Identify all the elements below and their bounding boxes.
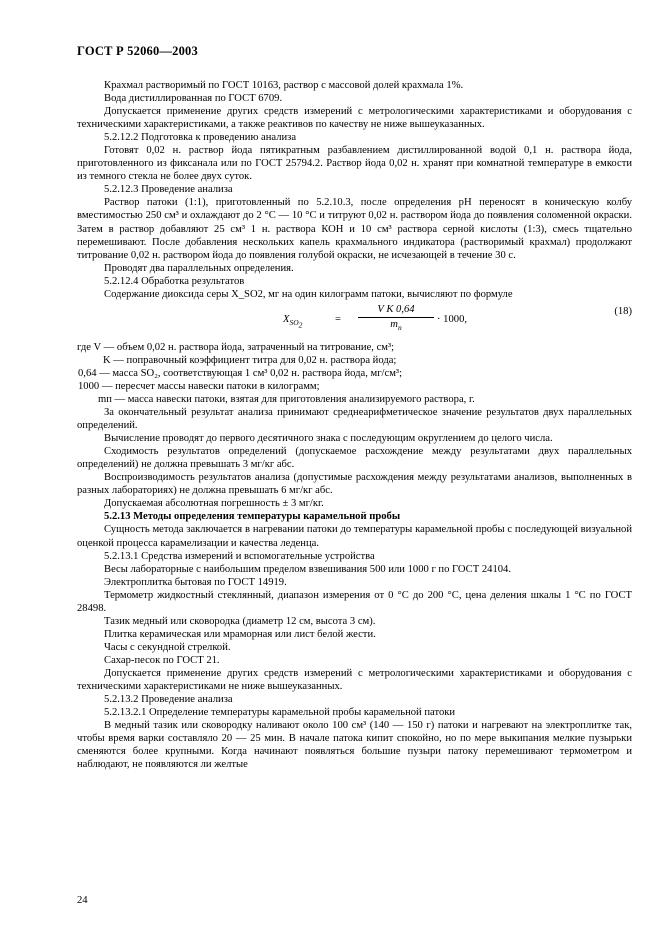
paragraph: Электроплитка бытовая по ГОСТ 14919. [104, 576, 287, 588]
paragraph: Вычисление проводят до первого десятичного знака с последующим округлением до целого числа. [104, 433, 553, 445]
legend-item: 0,64 — масса SO₂, соответствующая 1 см³ 0,02 н. раствора йода, мг/см³; [78, 367, 403, 379]
formula-lhs: $X_{SO_2}$ [283, 313, 303, 330]
paragraph: Сахар-песок по ГОСТ 21. [104, 654, 220, 666]
formula-denominator: $m_п$ [390, 318, 402, 332]
paragraph: Готовят 0,02 н. раствор йода пятикратным разбавлением дистиллированной водой 0,1 н. раствора йода, приготовленного из фиксанала или по ГОСТ 25794.2. Раствор йода 0,02 н. хранят при комнатной температуре в емкости из темного стекла не более двух суток. [77, 145, 632, 183]
subsection-heading: 5.2.12.3 Проведение анализа [104, 184, 233, 196]
paragraph: Крахмал растворимый по ГОСТ 10163, раствор с массовой долей крахмала 1%. [104, 80, 464, 91]
formula-multiplier: · 1000, [437, 313, 468, 325]
subsection-heading: 5.2.13.2.1 Определение температуры карамельной пробы карамельной патоки [104, 707, 456, 719]
paragraph: Допускается применение других средств измерений с метрологическими характеристиками и оборудования с техническими характеристиками не ниже вышеуказанных. [77, 667, 632, 693]
formula-numerator: V K 0,64 [358, 303, 434, 318]
paragraph: Сущность метода заключается в нагревании патоки до температуры карамельной пробы с последующей визуальной оценкой процесса карамелизации и качества леденца. [77, 524, 632, 549]
paragraph: Проводят два параллельных определения. [104, 262, 294, 274]
formula-fraction [358, 303, 434, 331]
subsection-heading: 5.2.13.2 Проведение анализа [104, 694, 233, 706]
legend-item: где V — объем 0,02 н. раствора йода, затраченный на титрование, см³; [77, 341, 395, 353]
legend-item: mп — масса навески патоки, взятая для приготовления анализируемого раствора, г. [98, 393, 475, 405]
subsection-heading: 5.2.13.1 Средства измерений и вспомогательные устройства [104, 550, 375, 562]
paragraph: Весы лабораторные с наибольшим пределом взвешивания 500 или 1000 г по ГОСТ 24104. [104, 563, 512, 575]
paragraph: В медный тазик или сковородку наливают около 100 см³ (140 — 150 г) патоки и нагревают на электроплитке так, чтобы время варки составляло 20 — 25 мин. В начале патока кипит спокойно, но по мере выкипания мелкие пузырьки сменяются более крупными. Когда начинают появляться большие пузыри патоку перемешивают термометром и наблюдают, не появляются ли желтые [77, 720, 632, 771]
document-body [77, 79, 632, 771]
paragraph: Содержание диоксида серы X_SO2, мг на один килограмм патоки, вычисляют по формуле [104, 288, 513, 300]
document-header: ГОСТ Р 52060—2003 [77, 44, 198, 58]
paragraph: Допускается применение других средств измерений с метрологическими характеристиками и оборудования с техническими характеристиками, а также реактивов по качеству не ниже вышеуказанных. [77, 106, 632, 131]
paragraph: Воспроизводимость результатов анализа (допустимые расхождения между результатами анализов, выполненных в разных лабораториях) не должна превышать 6 мг/кг абс. [77, 472, 632, 497]
paragraph: Допускаемая абсолютная погрешность ± 3 мг/кг. [104, 498, 324, 510]
paragraph: Сходимость результатов определений (допускаемое расхождение между результатами двух параллельных определений) не должна превышать 3 мг/кг абс. [77, 446, 632, 471]
paragraph: Раствор патоки (1:1), приготовленный по 5.2.10.3, после определения рН переносят в коническую колбу вместимостью 250 см³ и охлаждают до 2 °С — 10 °С и титруют 0,02 н. раствором йода до появления соломенной окраски. Затем в раствор добавляют 25 см³ 1 н. раствора КОН и 10 см³ раствора серной кислоты (1:3), смесь тщательно перемешивают. После добавления нескольких капель крахмального индикатора (растворимый крахмал) продолжают титрование 0,02 н. раствором йода до появления голубой окраски, не исчезающей в течение 30 с. [77, 197, 632, 261]
paragraph: Вода дистиллированная по ГОСТ 6709. [104, 93, 283, 105]
formula-number: (18) [614, 305, 632, 317]
legend-item: K — поправочный коэффициент титра для 0,02 н. раствора йода; [103, 354, 397, 366]
paragraph: Часы с секундной стрелкой. [104, 641, 231, 653]
paragraph: Термометр жидкостный стеклянный, диапазон измерения от 0 °С до 200 °С, цена деления шкалы 1 °С по ГОСТ 28498. [77, 589, 632, 614]
paragraph: Плитка керамическая или мраморная или лист белой жести. [104, 628, 376, 640]
formula-18 [77, 301, 632, 341]
subsection-heading: 5.2.12.4 Обработка результатов [104, 275, 245, 287]
subsection-heading: 5.2.12.2 Подготовка к проведению анализа [104, 132, 297, 144]
paragraph: Тазик медный или сковородка (диаметр 12 см, высота 3 см). [104, 615, 376, 627]
page-number: 24 [77, 895, 88, 906]
formula-equals: = [335, 313, 341, 325]
legend-item: 1000 — пересчет массы навески патоки в килограмм; [78, 380, 320, 392]
paragraph: За окончательный результат анализа принимают среднеарифметическое значение результатов двух параллельных определений. [77, 407, 632, 432]
section-title: 5.2.13 Методы определения температуры карамельной пробы [104, 511, 401, 523]
